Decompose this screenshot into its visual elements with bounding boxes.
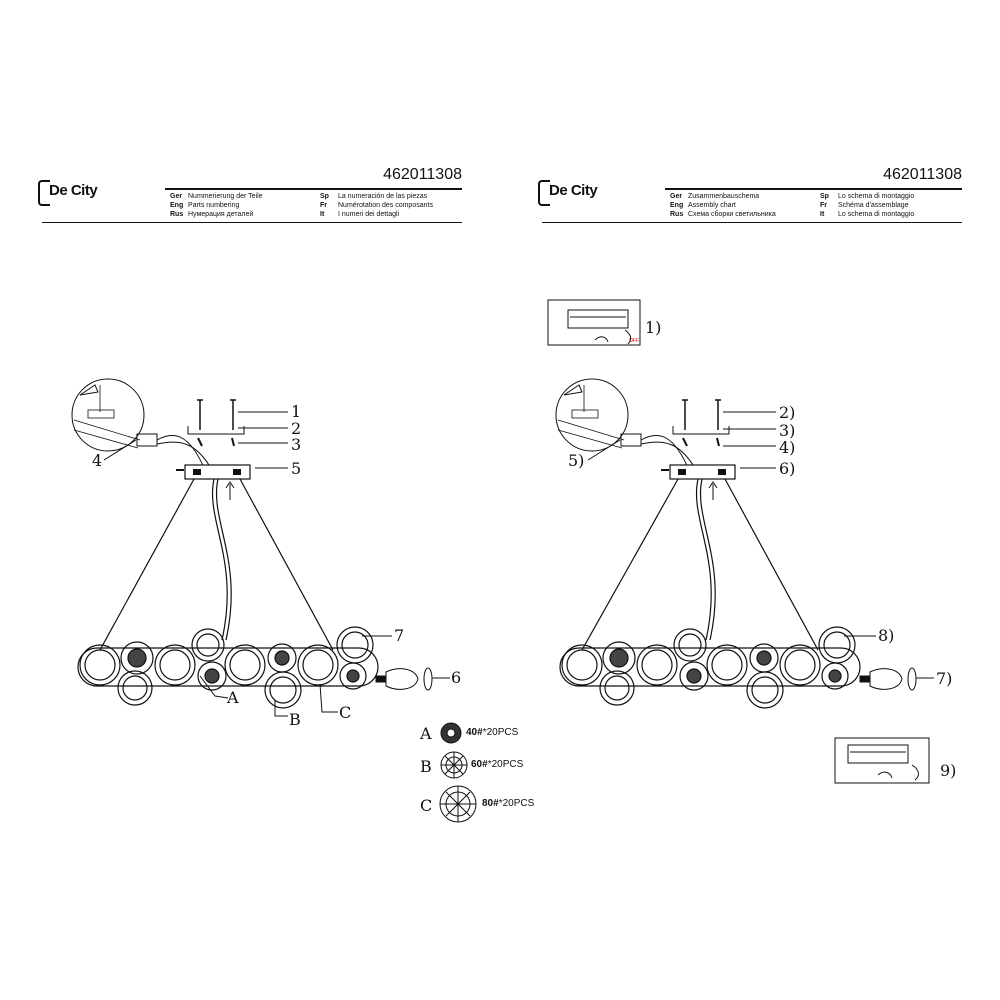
step1-inset (548, 300, 640, 345)
lang-code: It (820, 211, 825, 218)
document-number: 462011308 (883, 166, 962, 183)
step-label: 4) (779, 438, 796, 457)
header-title: Lo schema di montaggio (838, 193, 915, 200)
document-number: 462011308 (383, 166, 462, 183)
step9-inset (835, 738, 929, 783)
header-title: Numérotation des composants (338, 202, 433, 209)
legend-size-code: 40# (466, 727, 483, 738)
wiring-inset (72, 379, 144, 451)
part-label: 2 (291, 419, 302, 438)
lang-code: Eng (670, 202, 684, 209)
part-label: 3 (291, 435, 302, 454)
hand-icon (595, 337, 608, 342)
bulb (376, 668, 432, 690)
part-label: B (289, 710, 301, 729)
lang-code: Fr (320, 202, 327, 209)
lang-code: Rus (170, 211, 184, 218)
legend-size-code: 80# (482, 798, 499, 809)
off-switch-label: OFF (629, 338, 639, 344)
step-label: 7) (936, 669, 953, 688)
logo-text: De City (549, 182, 598, 199)
header-title: Lo schema di montaggio (838, 211, 915, 218)
lang-code: Ger (170, 193, 183, 200)
step-label: 5) (568, 451, 585, 470)
legend-quantity: *20PCS (487, 759, 524, 770)
up-arrow-icon (709, 482, 717, 500)
part-label: 5 (291, 459, 302, 478)
part-label: 6 (451, 668, 462, 687)
chandelier-assembly-diagram (500, 0, 1000, 1000)
suspension-cables (100, 479, 333, 650)
lang-code: Sp (820, 193, 829, 200)
header-title: Parts numbering (188, 202, 240, 209)
legend-size-code: 60# (471, 759, 488, 770)
lang-code: Sp (320, 193, 329, 200)
lang-code: Eng (170, 202, 184, 209)
legend-letter: C (420, 796, 433, 815)
part-label: C (339, 703, 352, 722)
step-label: 3) (779, 421, 796, 440)
step-label: 6) (779, 459, 796, 478)
wiring-inset (556, 379, 628, 451)
legend-quantity: *20PCS (498, 798, 535, 809)
lang-code: It (320, 211, 325, 218)
part-label: 1 (291, 402, 302, 421)
part-label: 4 (92, 451, 103, 470)
step-label: 9) (940, 761, 957, 780)
header-title: Assembly chart (688, 202, 736, 209)
up-arrow-icon (226, 482, 234, 500)
suspension-cables (582, 479, 818, 650)
part-label: 7 (394, 626, 405, 645)
header-title: Нумерация деталей (188, 211, 254, 218)
mounting-screws (188, 400, 244, 446)
header-title: Zusammenbauschema (688, 193, 760, 200)
lang-code: Fr (820, 202, 827, 209)
header-title: La numeración de las piezas (338, 193, 428, 200)
part-label: A (227, 688, 239, 707)
hand-icon (878, 772, 892, 778)
lang-code: Rus (670, 211, 684, 218)
step-label: 2) (779, 403, 796, 422)
canopy-plate (661, 465, 735, 500)
part-labels (92, 402, 461, 729)
lang-code: Ger (670, 193, 683, 200)
step-label: 8) (878, 626, 895, 645)
mounting-screws (673, 400, 729, 446)
header-title: Схема сборки светильника (688, 211, 776, 218)
legend-letter: B (420, 757, 432, 776)
logo-text: De City (49, 182, 98, 199)
header-title: I numeri dei dettagli (338, 211, 400, 218)
header-title: Schéma d'assemblage (838, 202, 909, 209)
step-label: 1) (645, 318, 662, 337)
assembly-chart-page (500, 0, 1000, 1000)
legend-quantity: *20PCS (482, 727, 519, 738)
header-title: Nummerierung der Teile (188, 193, 263, 200)
step-labels (568, 318, 956, 780)
bulb (860, 668, 916, 690)
legend-letter: A (420, 724, 432, 743)
